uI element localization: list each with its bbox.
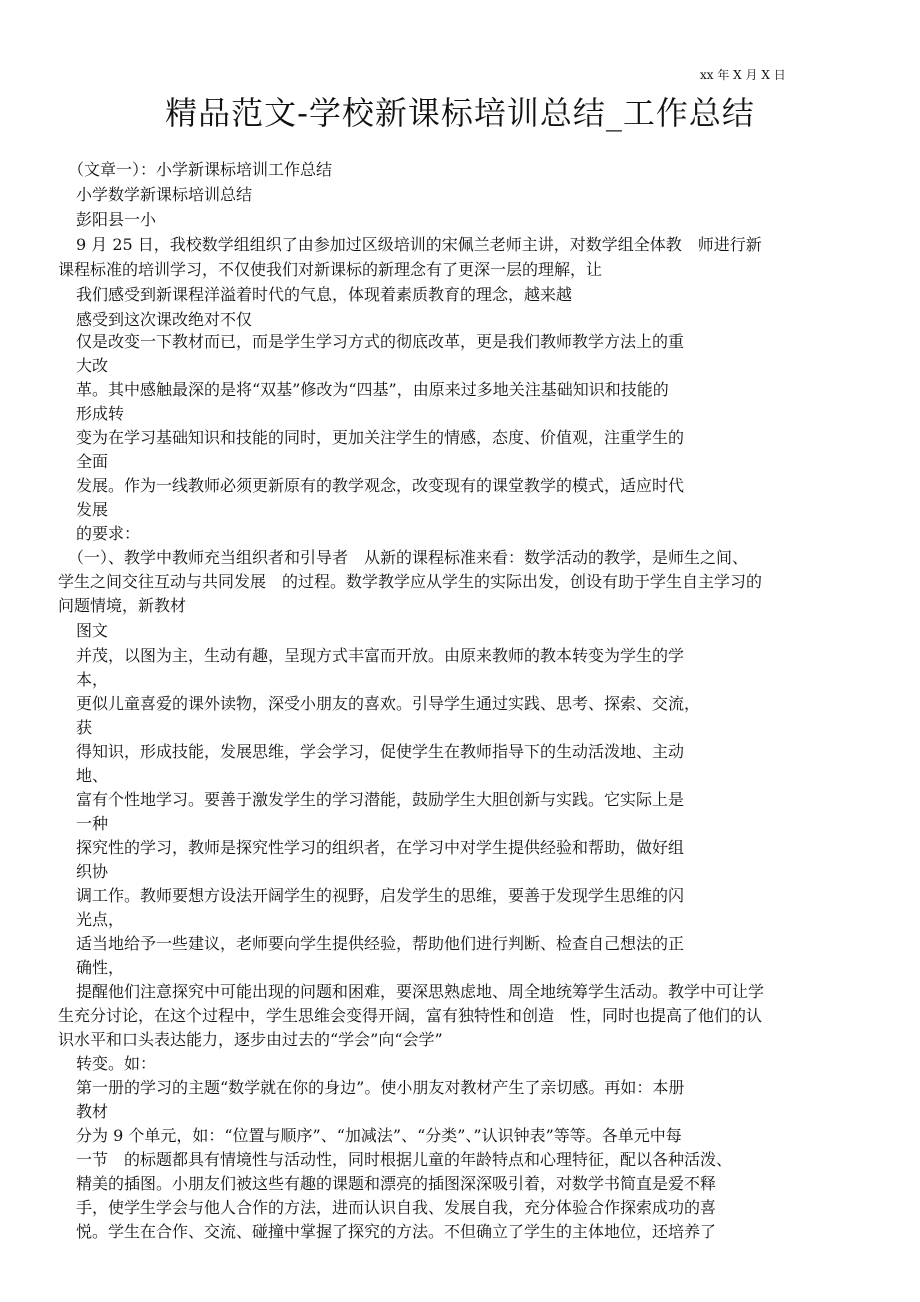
- body-line: 一节 的标题都具有情境性与活动性，同时根据儿童的年龄特点和心理特征，配以各种活泼、: [76, 1150, 733, 1169]
- body-line: 学生之间交往互动与共同发展 的过程。数学教学应从学生的实际出发，创设有助于学生自主学习的: [58, 572, 763, 591]
- body-line: 仅是改变一下教材而已，而是学生学习方式的彻底改革，更是我们教师教学方法上的重: [76, 332, 685, 351]
- body-line: 本，: [76, 670, 109, 689]
- body-line: 提醒他们注意探究中可能出现的问题和困难，要深思熟虑地、周全地统筹学生活动。教学中可让学: [76, 982, 765, 1001]
- body-line: 变为在学习基础知识和技能的同时，更加关注学生的情感，态度、价值观，注重学生的: [76, 428, 685, 447]
- document-date: xx 年 X 月 X 日: [700, 68, 786, 82]
- body-line: 识水平和口头表达能力，逐步由过去的“学会”向“会学”: [58, 1030, 443, 1049]
- body-line: 转变。如：: [76, 1054, 157, 1073]
- body-line: 更似儿童喜爱的课外读物，深受小朋友的喜欢。引导学生通过实践、思考、探索、交流，: [76, 694, 701, 713]
- body-line: 感受到这次课改绝对不仅: [76, 310, 253, 329]
- body-line: 问题情境，新教材: [58, 596, 187, 615]
- body-line: （一）、教学中教师充当组织者和引导者 从新的课程标准来看：数学活动的教学，是师生之间、: [68, 548, 749, 567]
- body-line: 手，使学生学会与他人合作的方法，进而认识自我、发展自我，充分体验合作探索成功的喜: [76, 1198, 717, 1217]
- body-line: 形成转: [76, 404, 125, 423]
- body-line: 9 月 25 日，我校数学组组织了由参加过区级培训的宋佩兰老师主讲，对数学组全体教 师进行新: [76, 235, 762, 254]
- body-line: 织协: [76, 862, 109, 881]
- body-line: 悦。学生在合作、交流、碰撞中掌握了探究的方法。不但确立了学生的主体地位，还培养了: [76, 1222, 717, 1241]
- body-line: 生充分讨论，在这个过程中，学生思维会变得开阔，富有独特性和创造 性，同时也提高了他们的认: [58, 1006, 763, 1025]
- body-line: 第一册的学习的主题“数学就在你的身边”。使小朋友对教材产生了亲切感。再如：本册: [76, 1078, 685, 1097]
- body-line: 光点，: [76, 910, 125, 929]
- body-line: 彭阳县一小: [76, 210, 157, 229]
- body-line: 发展。作为一线教师必须更新原有的教学观念，改变现有的课堂教学的模式，适应时代: [76, 476, 685, 495]
- body-line: 地、: [76, 766, 109, 785]
- body-line: 教材: [76, 1102, 109, 1121]
- body-line: 确性，: [76, 958, 125, 977]
- body-line: 一种: [76, 814, 109, 833]
- body-line: 调工作。教师要想方设法开阔学生的视野，启发学生的思维，要善于发现学生思维的闪: [76, 886, 685, 905]
- body-line: 适当地给予一些建议，老师要向学生提供经验，帮助他们进行判断、检查自己想法的正: [76, 934, 685, 953]
- body-line: 探究性的学习，教师是探究性学习的组织者，在学习中对学生提供经验和帮助，做好组: [76, 838, 685, 857]
- body-line: 得知识，形成技能，发展思维，学会学习，促使学生在教师指导下的生动活泼地、主动: [76, 742, 685, 761]
- body-line: 我们感受到新课程洋溢着时代的气息，体现着素质教育的理念，越来越: [76, 285, 573, 304]
- body-line: 的要求：: [76, 524, 141, 543]
- body-line: 全面: [76, 452, 109, 471]
- body-line: 分为 9 个单元，如：“位置与顺序”、“加减法”、“分类”、”认识钟表”等等。各单元中每: [76, 1126, 682, 1145]
- body-line: 精美的插图。小朋友们被这些有趣的课题和漂亮的插图深深吸引着，对数学书简直是爱不释: [76, 1174, 717, 1193]
- body-line: 课程标准的培训学习，不仅使我们对新课标的新理念有了更深一层的理解，让: [58, 260, 603, 279]
- body-line: 革。其中感触最深的是将“双基”修改为“四基”，由原来过多地关注基础知识和技能的: [76, 380, 669, 399]
- body-line: 发展: [76, 500, 109, 519]
- document-title: 精品范文-学校新课标培训总结_工作总结: [165, 94, 755, 132]
- body-line: 图文: [76, 621, 109, 640]
- body-line: 小学数学新课标培训总结: [76, 185, 253, 204]
- body-line: （文章一）：小学新课标培训工作总结: [68, 160, 333, 179]
- body-line: 富有个性地学习。要善于激发学生的学习潜能，鼓励学生大胆创新与实践。它实际上是: [76, 790, 685, 809]
- body-line: 大改: [76, 356, 109, 375]
- body-line: 获: [76, 718, 93, 737]
- body-line: 并茂，以图为主，生动有趣，呈现方式丰富而开放。由原来教师的教本转变为学生的学: [76, 646, 685, 665]
